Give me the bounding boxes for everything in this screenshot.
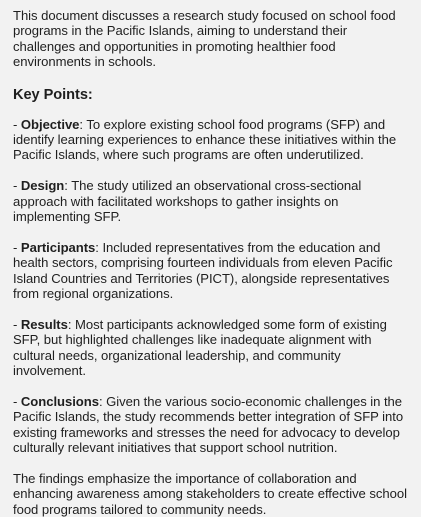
key-point-objective (13, 117, 409, 163)
key-point-results (13, 317, 409, 379)
bullet-dash: - (13, 239, 21, 255)
key-point-text: : Most participants acknowledged some form of existing SFP, but highlighted challenges like inadequate alignment with cultural needs, organizational leadership, and community involvement. (13, 316, 387, 379)
key-point-design (13, 178, 409, 224)
bullet-dash: - (13, 178, 21, 194)
key-point-label: Objective (20, 116, 80, 132)
key-point-participants (13, 240, 409, 302)
key-point-label: Results (20, 316, 68, 332)
key-point-conclusions (13, 394, 409, 456)
key-point-label: Design (20, 178, 65, 194)
bullet-dash: - (13, 316, 21, 332)
bullet-dash: - (13, 393, 21, 409)
bullet-dash: - (13, 116, 21, 132)
key-point-text: : The study utilized an observational cross-sectional approach with facilitated workshops to gather insights on implementing SFP. (13, 178, 362, 225)
closing-paragraph: The findings emphasize the importance of collaboration and enhancing awareness among stakeholders to create effective school food programs tailored to community needs. (13, 470, 407, 517)
key-point-text: : Included representatives from the education and health sectors, comprising fourteen individuals from eleven Pacific Island Countries and Territories (PICT), alongside representatives from regional organizations. (13, 239, 393, 302)
key-point-text: : Given the various socio-economic challenges in the Pacific Islands, the study recommends better integration of SFP into existing frameworks and stresses the need for advocacy to develop culturally relevant initiatives that support school nutrition. (13, 393, 404, 456)
key-point-label: Participants (20, 239, 96, 255)
key-point-label: Conclusions (20, 393, 99, 409)
key-points-heading: Key Points: (13, 86, 93, 103)
key-point-text: : To explore existing school food programs (SFP) and identify learning experiences to enhance these initiatives within the Pacific Islands, where such programs are often underutilized. (13, 116, 397, 163)
intro-paragraph: This document discusses a research study focused on school food programs in the Pacific Islands, aiming to understand their challenges and opportunities in promoting healthier food environments in schools. (13, 8, 396, 70)
